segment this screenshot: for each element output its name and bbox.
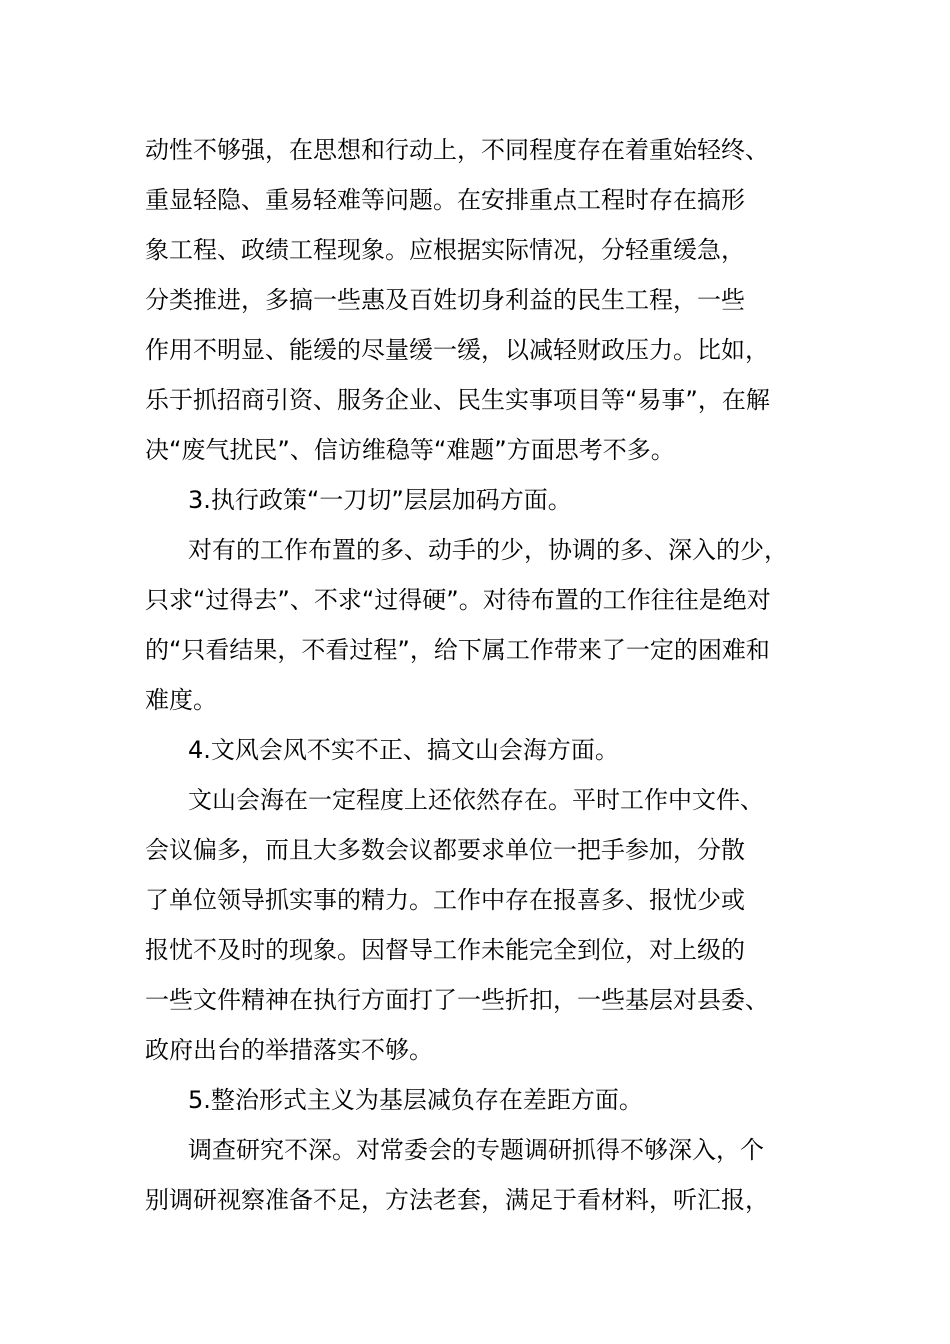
text-line: 的“只看结果，不看过程”，给下属工作带来了一定的困难和 (145, 636, 770, 664)
section-heading: 3.执行政策“一刀切”层层加码方面。 (188, 486, 572, 514)
text-line: 难度。 (145, 686, 217, 714)
text-line: 动性不够强，在思想和行动上，不同程度存在着重始轻终、 (145, 136, 769, 164)
text-line: 决“废气扰民”、信访维稳等“难题”方面思考不多。 (145, 436, 675, 464)
text-line: 作用不明显、能缓的尽量缓一缓，以减轻财政压力。比如， (145, 336, 769, 364)
text-line: 了单位领导抓实事的精力。工作中存在报喜多、报忧少或 (145, 886, 745, 914)
section-heading: 5.整治形式主义为基层减负存在差距方面。 (188, 1086, 643, 1114)
text-line: 调查研究不深。对常委会的专题调研抓得不够深入，个 (188, 1136, 764, 1164)
text-line: 只求“过得去”、不求“过得硬”。对待布置的工作往往是绝对 (145, 586, 771, 614)
text-line: 别调研视察准备不足，方法老套，满足于看材料，听汇报， (145, 1186, 769, 1214)
section-heading: 4.文风会风不实不正、搞文山会海方面。 (188, 736, 619, 764)
text-line: 会议偏多，而且大多数会议都要求单位一把手参加，分散 (145, 836, 745, 864)
text-line: 对有的工作布置的多、动手的少，协调的多、深入的少， (188, 536, 788, 564)
text-line: 分类推进，多搞一些惠及百姓切身利益的民生工程，一些 (145, 286, 745, 314)
text-line: 报忧不及时的现象。因督导工作未能完全到位，对上级的 (145, 936, 745, 964)
text-line: 乐于抓招商引资、服务企业、民生实事项目等“易事”，在解 (145, 386, 770, 414)
text-line: 象工程、政绩工程现象。应根据实际情况，分轻重缓急， (145, 236, 745, 264)
text-line: 重显轻隐、重易轻难等问题。在安排重点工程时存在搞形 (145, 186, 745, 214)
text-line: 政府出台的举措落实不够。 (145, 1036, 433, 1064)
text-line: 一些文件精神在执行方面打了一些折扣，一些基层对县委、 (145, 986, 769, 1014)
text-line: 文山会海在一定程度上还依然存在。平时工作中文件、 (188, 786, 764, 814)
